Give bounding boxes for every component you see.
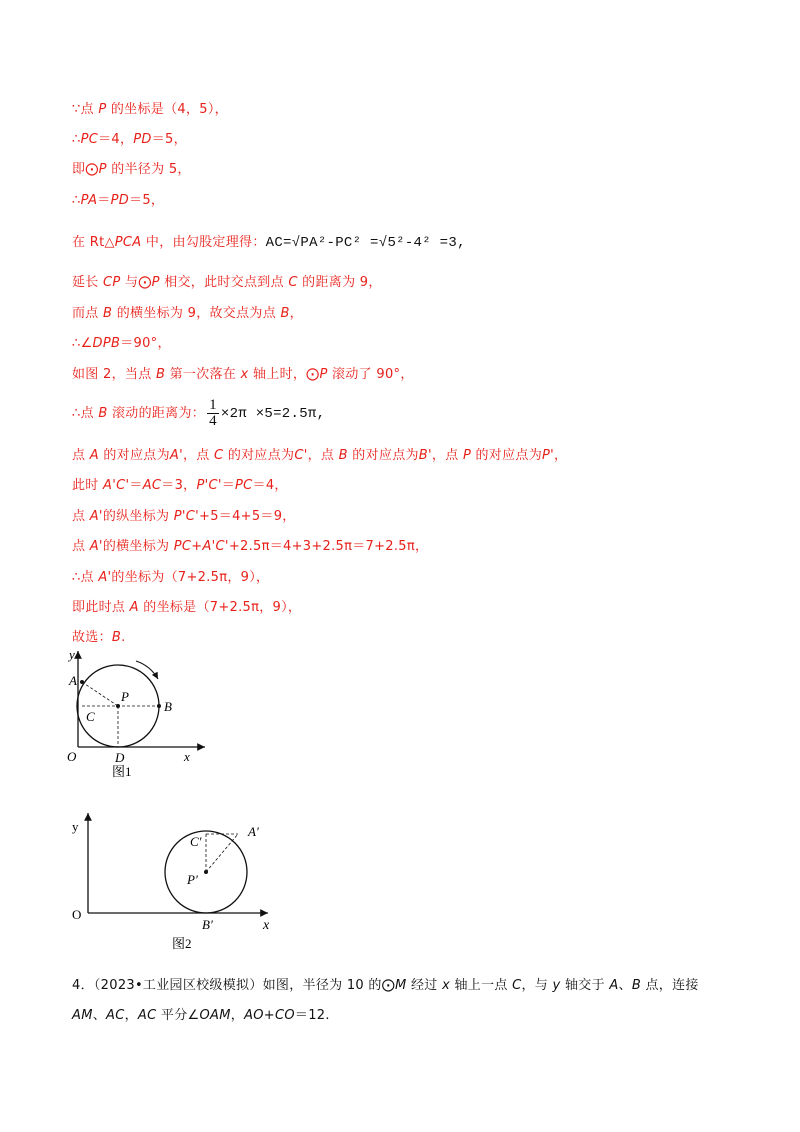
fig1-label-b: B xyxy=(164,699,172,714)
fig2-label-c: C′ xyxy=(190,834,202,849)
solution-line-15: ∴点 A'的坐标为（7+2.5π，9）， xyxy=(72,570,270,585)
solution-line-10: ∴点 B 滚动的距离为： $\frac{1}{4}$ ×2π ×5=2.5π, xyxy=(72,397,326,429)
solution-line-4: ∴PA＝PD＝5， xyxy=(72,193,165,208)
solution-line-5: 在 Rt△PCA 中，由勾股定理得：AC=√PA²-PC² =√5²-4² =3, xyxy=(72,235,466,251)
fig1-label-c: C xyxy=(86,709,95,724)
fig2-label-p: P′ xyxy=(187,872,198,887)
fraction-one-quarter: $\frac{1}{4}$ xyxy=(209,397,217,429)
rolling-distance-formula: ×2π ×5=2.5π xyxy=(220,406,317,422)
solution-line-13: 点 A'的纵坐标为 P'C'+5＝4+5＝9， xyxy=(72,509,296,524)
solution-line-2: ∴PC＝4，PD＝5， xyxy=(72,132,187,147)
fig1-label-d: D xyxy=(115,750,125,765)
question-line-1: 4．（2023•工业园区校级模拟）如图，半径为 10 的⨀M 经过 x 轴上一点 C，与 y 轴交于 A、B 点，连接 xyxy=(72,978,699,993)
question-line-2: AM、AC，AC 平分∠OAM，AO+CO＝12. xyxy=(72,1008,330,1023)
solution-line-12: 此时 A'C'＝AC＝3，P'C'＝PC＝4， xyxy=(72,478,288,493)
solution-line-7: 而点 B 的横坐标为 9，故交点为点 B， xyxy=(72,306,303,321)
pythagorean-formula: AC=√PA²-PC² =√5²-4² =3 xyxy=(265,235,458,251)
fig2-label-b: B′ xyxy=(202,917,213,932)
solution-line-1: ∵点 P 的坐标是（4，5）， xyxy=(72,102,228,117)
fig1-label-p: P xyxy=(121,689,129,704)
solution-line-3: 即⨀P 的半径为 5， xyxy=(72,162,191,177)
fig1-label-o: O xyxy=(67,749,77,764)
solution-line-16: 即此时点 A 的坐标是（7+2.5π，9）， xyxy=(72,600,302,615)
solution-line-8: ∴∠DPB＝90°， xyxy=(72,336,171,351)
solution-line-17: 故选：B. xyxy=(72,630,126,645)
solution-line-14: 点 A'的横坐标为 PC+A'C'+2.5π＝4+3+2.5π＝7+2.5π， xyxy=(72,539,429,554)
fig1-label-x: x xyxy=(184,749,190,764)
fig2-label-x: x xyxy=(263,918,270,933)
solution-line-6: 延长 CP 与⨀P 相交，此时交点到点 C 的距离为 9， xyxy=(72,275,382,290)
solution-line-11: 点 A 的对应点为A'，点 C 的对应点为C'，点 B 的对应点为B'，点 P 的对应点为P'， xyxy=(72,448,568,463)
fig2-label-a: A′ xyxy=(248,824,259,839)
figure-2 xyxy=(60,805,290,960)
fig1-caption: 图1 xyxy=(112,764,132,779)
fig2-label-y: y xyxy=(72,819,79,834)
fig1-label-y: y xyxy=(69,647,75,662)
figure-1 xyxy=(60,645,220,785)
fig1-label-a: A xyxy=(69,673,77,688)
solution-line-9: 如图 2，当点 B 第一次落在 x 轴上时，⨀P 滚动了 90°， xyxy=(72,367,414,382)
fig2-caption: 图2 xyxy=(172,936,192,951)
fig2-label-o: O xyxy=(72,907,82,922)
